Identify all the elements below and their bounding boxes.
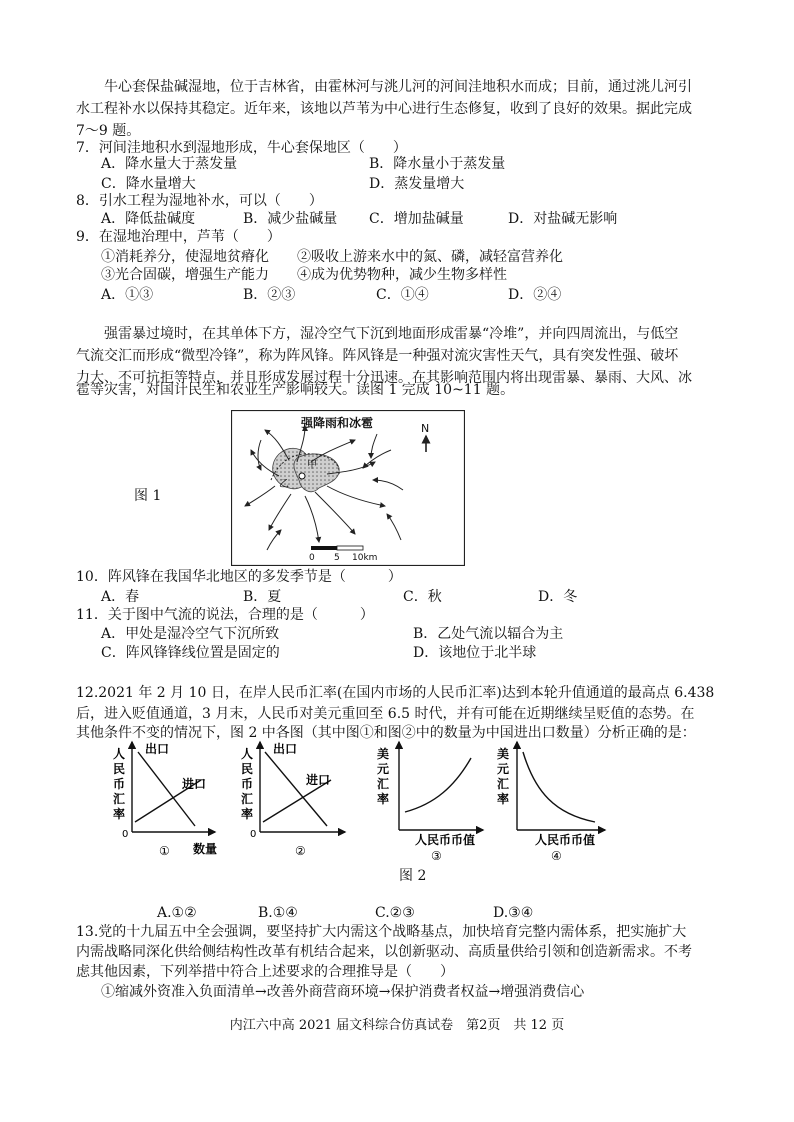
point-jia-label: 甲 [307,460,317,471]
q13-line-4: ①缩减外资准入负面清单→改善外商营商环境→保护消费者权益→增强消费信心 [101,984,585,1000]
q10-stem: 10．阵风锋在我国华北地区的多发季节是（ ） [76,569,402,585]
page-footer: 内江六中高 2021 届文科综合仿真试卷 第2页 共 12 页 [229,1018,565,1033]
c1-ylabel-1: 民 [113,762,126,776]
q12-option-d[interactable]: D.③④ [493,905,534,921]
figure1-title: 强降雨和冰雹 [301,416,374,430]
q7-option-d[interactable]: D．蒸发量增大 [369,176,465,192]
q12-option-a[interactable]: A.①② [157,905,197,921]
q13-line-3: 虑其他因素，下列举措中符合上述要求的合理推导是（ ） [76,964,454,980]
q7-option-c[interactable]: C．降水量增大 [101,176,196,192]
q12-line-1: 12.2021 年 2 月 10 日，在岸人民币汇率(在国内市场的人民币汇率)达到本轮升值通道的最高点 6.438 [76,685,715,701]
q11-option-a[interactable]: A．甲处是湿冷空气下沉所致 [101,626,280,642]
point-center-icon [299,473,305,479]
passage1-line-3: 7～9 题。 [76,123,141,139]
figure2-chart-3 [377,742,483,860]
passage1-line-1: 牛心套保盐碱湿地，位于吉林省，由霍林河与洮儿河的河间洼地积水而成；目前，通过洮儿河引 [104,79,692,95]
figure1-label: 图 1 [134,488,162,504]
c4-ylabel-2: 汇 [497,777,510,791]
scale-tick-0: 0 [309,553,315,563]
c2-ylabel-2: 币 [241,777,254,791]
passage2-line-3: 力大、不可抗拒等特点，并且形成发展过程十分迅速。在其影响范围内将出现雷暴、暴雨、大风、冰 [76,370,692,386]
c4-ylabel-3: 率 [497,792,510,806]
c2-ylabel-4: 率 [241,807,254,821]
c1-origin: 0 [122,829,129,840]
q12-line-3: 其他条件不变的情况下，图 2 中各图（其中图①和图②中的数量为中国进出口数量）分析正确的是： [76,725,696,741]
q9-option-d[interactable]: D．②④ [508,287,562,303]
c3-ylabel-2: 汇 [377,777,390,791]
q9-option-a[interactable]: A．①③ [101,287,154,303]
figure1-map [231,410,465,566]
q12-option-b[interactable]: B.①④ [258,905,298,921]
c3-ylabel-0: 美 [377,747,390,761]
c3-number: ③ [431,849,442,860]
q12-line-2: 后，进入贬值通道，3 月末，人民币对美元重回至 6.5 时代，并有可能在近期继续呈贬值的态势。在 [76,706,695,722]
c3-curve [405,758,471,812]
q9-stem: 9．在湿地治理中，芦苇（ ） [76,229,281,245]
c1-ylabel-4: 率 [113,807,126,821]
q12-option-c[interactable]: C.②③ [375,905,415,921]
q7-option-b[interactable]: B．降水量小于蒸发量 [369,156,506,172]
c2-import-label: 进口 [306,773,331,787]
c2-ylabel-1: 民 [241,762,254,776]
q11-option-c[interactable]: C．阵风锋锋线位置是固定的 [101,645,280,661]
figure2-chart-1 [113,741,217,858]
c2-origin: 0 [250,829,257,840]
q8-stem: 8．引水工程为湿地补水，可以（ ） [76,193,323,209]
c2-ylabel-0: 人 [241,747,254,761]
c3-ylabel-1: 元 [377,762,390,776]
c1-number: ① [159,844,170,858]
passage2-line-1: 强雷暴过境时，在其单体下方，湿冷空气下沉到地面形成雷暴“冷堆”，并向四周流出，与低空 [104,326,679,342]
q8-option-b[interactable]: B．减少盐碱量 [243,211,338,227]
figure2-label: 图 2 [399,868,427,884]
passage1-line-2: 水工程补水以保持其稳定。近年来，该地以芦苇为中心进行生态修复，收到了良好的效果。据此完成 [76,101,692,117]
q8-option-a[interactable]: A．降低盐碱度 [101,211,196,227]
c1-import-label: 进口 [182,777,207,791]
passage2-line-4: 雹等灾害，对国计民生和农业生产影响较大。读图 1 完成 10~11 题。 [76,382,515,398]
q9-option-b[interactable]: B．②③ [243,287,296,303]
figure2-chart-2 [241,741,345,858]
q10-option-c[interactable]: C．秋 [403,589,442,605]
figure2-chart-4 [497,742,605,860]
figure1-frame [232,411,465,566]
q8-option-c[interactable]: C．增加盐碱量 [369,211,464,227]
c1-export-label: 出口 [145,742,170,756]
q9-statements-1: ①消耗养分，使湿地贫瘠化 ②吸收上游来水中的氮、磷，减轻富营养化 [101,249,563,265]
c1-ylabel-2: 币 [113,777,126,791]
c4-ylabel-1: 元 [497,762,510,776]
q10-option-a[interactable]: A．春 [101,589,140,605]
c2-ylabel-3: 汇 [241,792,254,806]
c1-xlabel: 数量 [193,842,218,856]
c1-ylabel-3: 汇 [113,792,126,806]
c3-xlabel: 人民币币值 [415,833,476,847]
q11-stem: 11．关于图中气流的说法，合理的是（ ） [76,607,374,623]
scale-tick-5: 5 [334,553,340,563]
q11-option-d[interactable]: D．该地位于北半球 [413,645,537,661]
figure2-charts [105,738,625,860]
q10-option-b[interactable]: B．夏 [243,589,282,605]
q11-option-b[interactable]: B．乙处气流以辐合为主 [413,626,564,642]
c4-ylabel-0: 美 [497,747,510,761]
c4-number: ④ [551,849,562,860]
c3-ylabel-3: 率 [377,792,390,806]
q7-stem: 7．河间洼地积水到湿地形成，牛心套保地区（ ） [76,140,407,156]
q10-option-d[interactable]: D．冬 [538,589,578,605]
q9-statements-2: ③光合固碳，增强生产能力 ④成为优势物种，减少生物多样性 [101,267,507,283]
q7-option-a[interactable]: A．降水量大于蒸发量 [101,156,238,172]
point-yi-label: 乙 [279,479,289,490]
q9-option-c[interactable]: C．①④ [376,287,429,303]
c2-number: ② [295,844,306,858]
c2-export-label: 出口 [273,742,298,756]
passage2-line-2: 气流交汇而形成“微型冷锋”，称为阵风锋。阵风锋是一种强对流灾害性天气，具有突发性强、破坏 [76,348,679,364]
north-arrow-label: N [421,422,430,435]
q8-option-d[interactable]: D．对盐碱无影响 [508,211,618,227]
q13-line-1: 13.党的十九届五中全会强调，要坚持扩大内需这个战略基点，加快培育完整内需体系，把实施扩大 [76,924,687,940]
scale-tick-10: 10km [352,553,378,563]
q13-line-2: 内需战略同深化供给侧结构性改革有机结合起来，以创新驱动、高质量供给引领和创造新需求。不考 [76,944,692,960]
c4-curve [523,752,595,822]
c4-xlabel: 人民币币值 [535,833,596,847]
c1-ylabel-0: 人 [113,747,126,761]
